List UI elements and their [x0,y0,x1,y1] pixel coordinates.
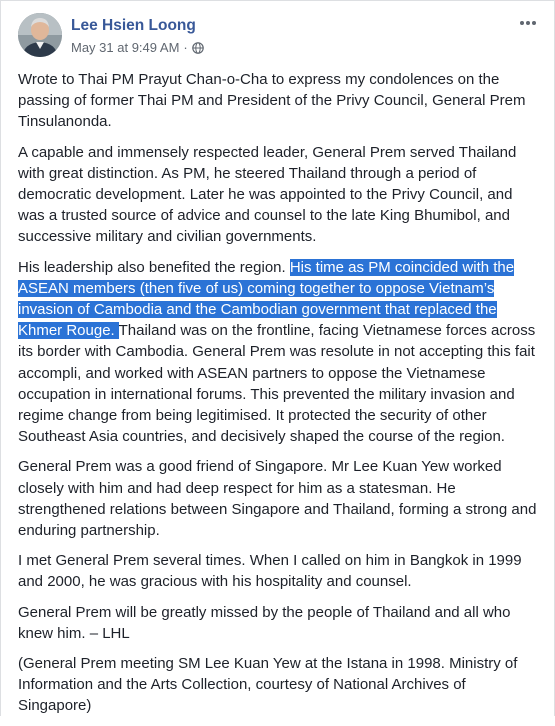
paragraph-region [18,257,540,448]
paragraph-region-rest: Thailand was on the frontline, facing Vietnamese forces across its border with Cambodia. General Prem was resolute in not accepting this fait accompli, and worked with ASEAN partners to oppose the Vietnamese occupation in international forums. This prevented the military invasion and regime change from being legitimised. It protected the security of other Southeast Asia countries, and decisively shaped the course of the region. [18,322,536,446]
paragraph-region-intro: His leadership also benefited the region. [18,258,290,276]
selected-text: His time as PM coincided with the ASEAN members (then five of us) coming together to oppose Vietnam’s invasion of Cambodia and the Cambodian government that replaced the Khmer Rouge. [18,258,515,340]
post-header [13,11,543,61]
globe-icon[interactable] [192,42,204,54]
post-timestamp[interactable]: May 31 at 9:49 AM [71,40,180,55]
post-body [18,69,540,726]
paragraph-friend: General Prem was a good friend of Singapore. Mr Lee Kuan Yew worked closely with him and had deep respect for him as a statesman. He strengthened relations between Singapore and Thailand, forming a strong and enduring partnership. [18,458,537,540]
paragraph-meetings: I met General Prem several times. When I called on him in Bangkok in 1999 and 2000, he was gracious with his hospitality and counsel. [18,552,522,591]
avatar-photo [18,13,62,57]
meta-separator: · [183,40,188,55]
paragraph-condolences: Wrote to Thai PM Prayut Chan-o-Cha to express my condolences on the passing of former Thai PM and President of the Privy Council, General Prem Tinsulanonda. [18,71,526,131]
paragraph-photo-caption: (General Prem meeting SM Lee Kuan Yew at the Istana in 1998. Ministry of Information and the Arts Collection, courtesy of National Archives of Singapore) [18,655,518,715]
author-name[interactable]: Lee Hsien Loong [71,17,196,34]
paragraph-missed: General Prem will be greatly missed by the people of Thailand and all who knew him. – LHL [18,603,511,642]
more-options-icon[interactable] [517,15,539,31]
author-avatar[interactable] [18,13,62,57]
post-meta [71,40,204,55]
paragraph-leader: A capable and immensely respected leader, General Prem served Thailand with great distinction. As PM, he steered Thailand through a period of democratic development. Later he was appointed to the Privy Council, and was a trusted source of advice and counsel to the late King Bhumibol, and successive military and civilian governments. [18,143,517,246]
